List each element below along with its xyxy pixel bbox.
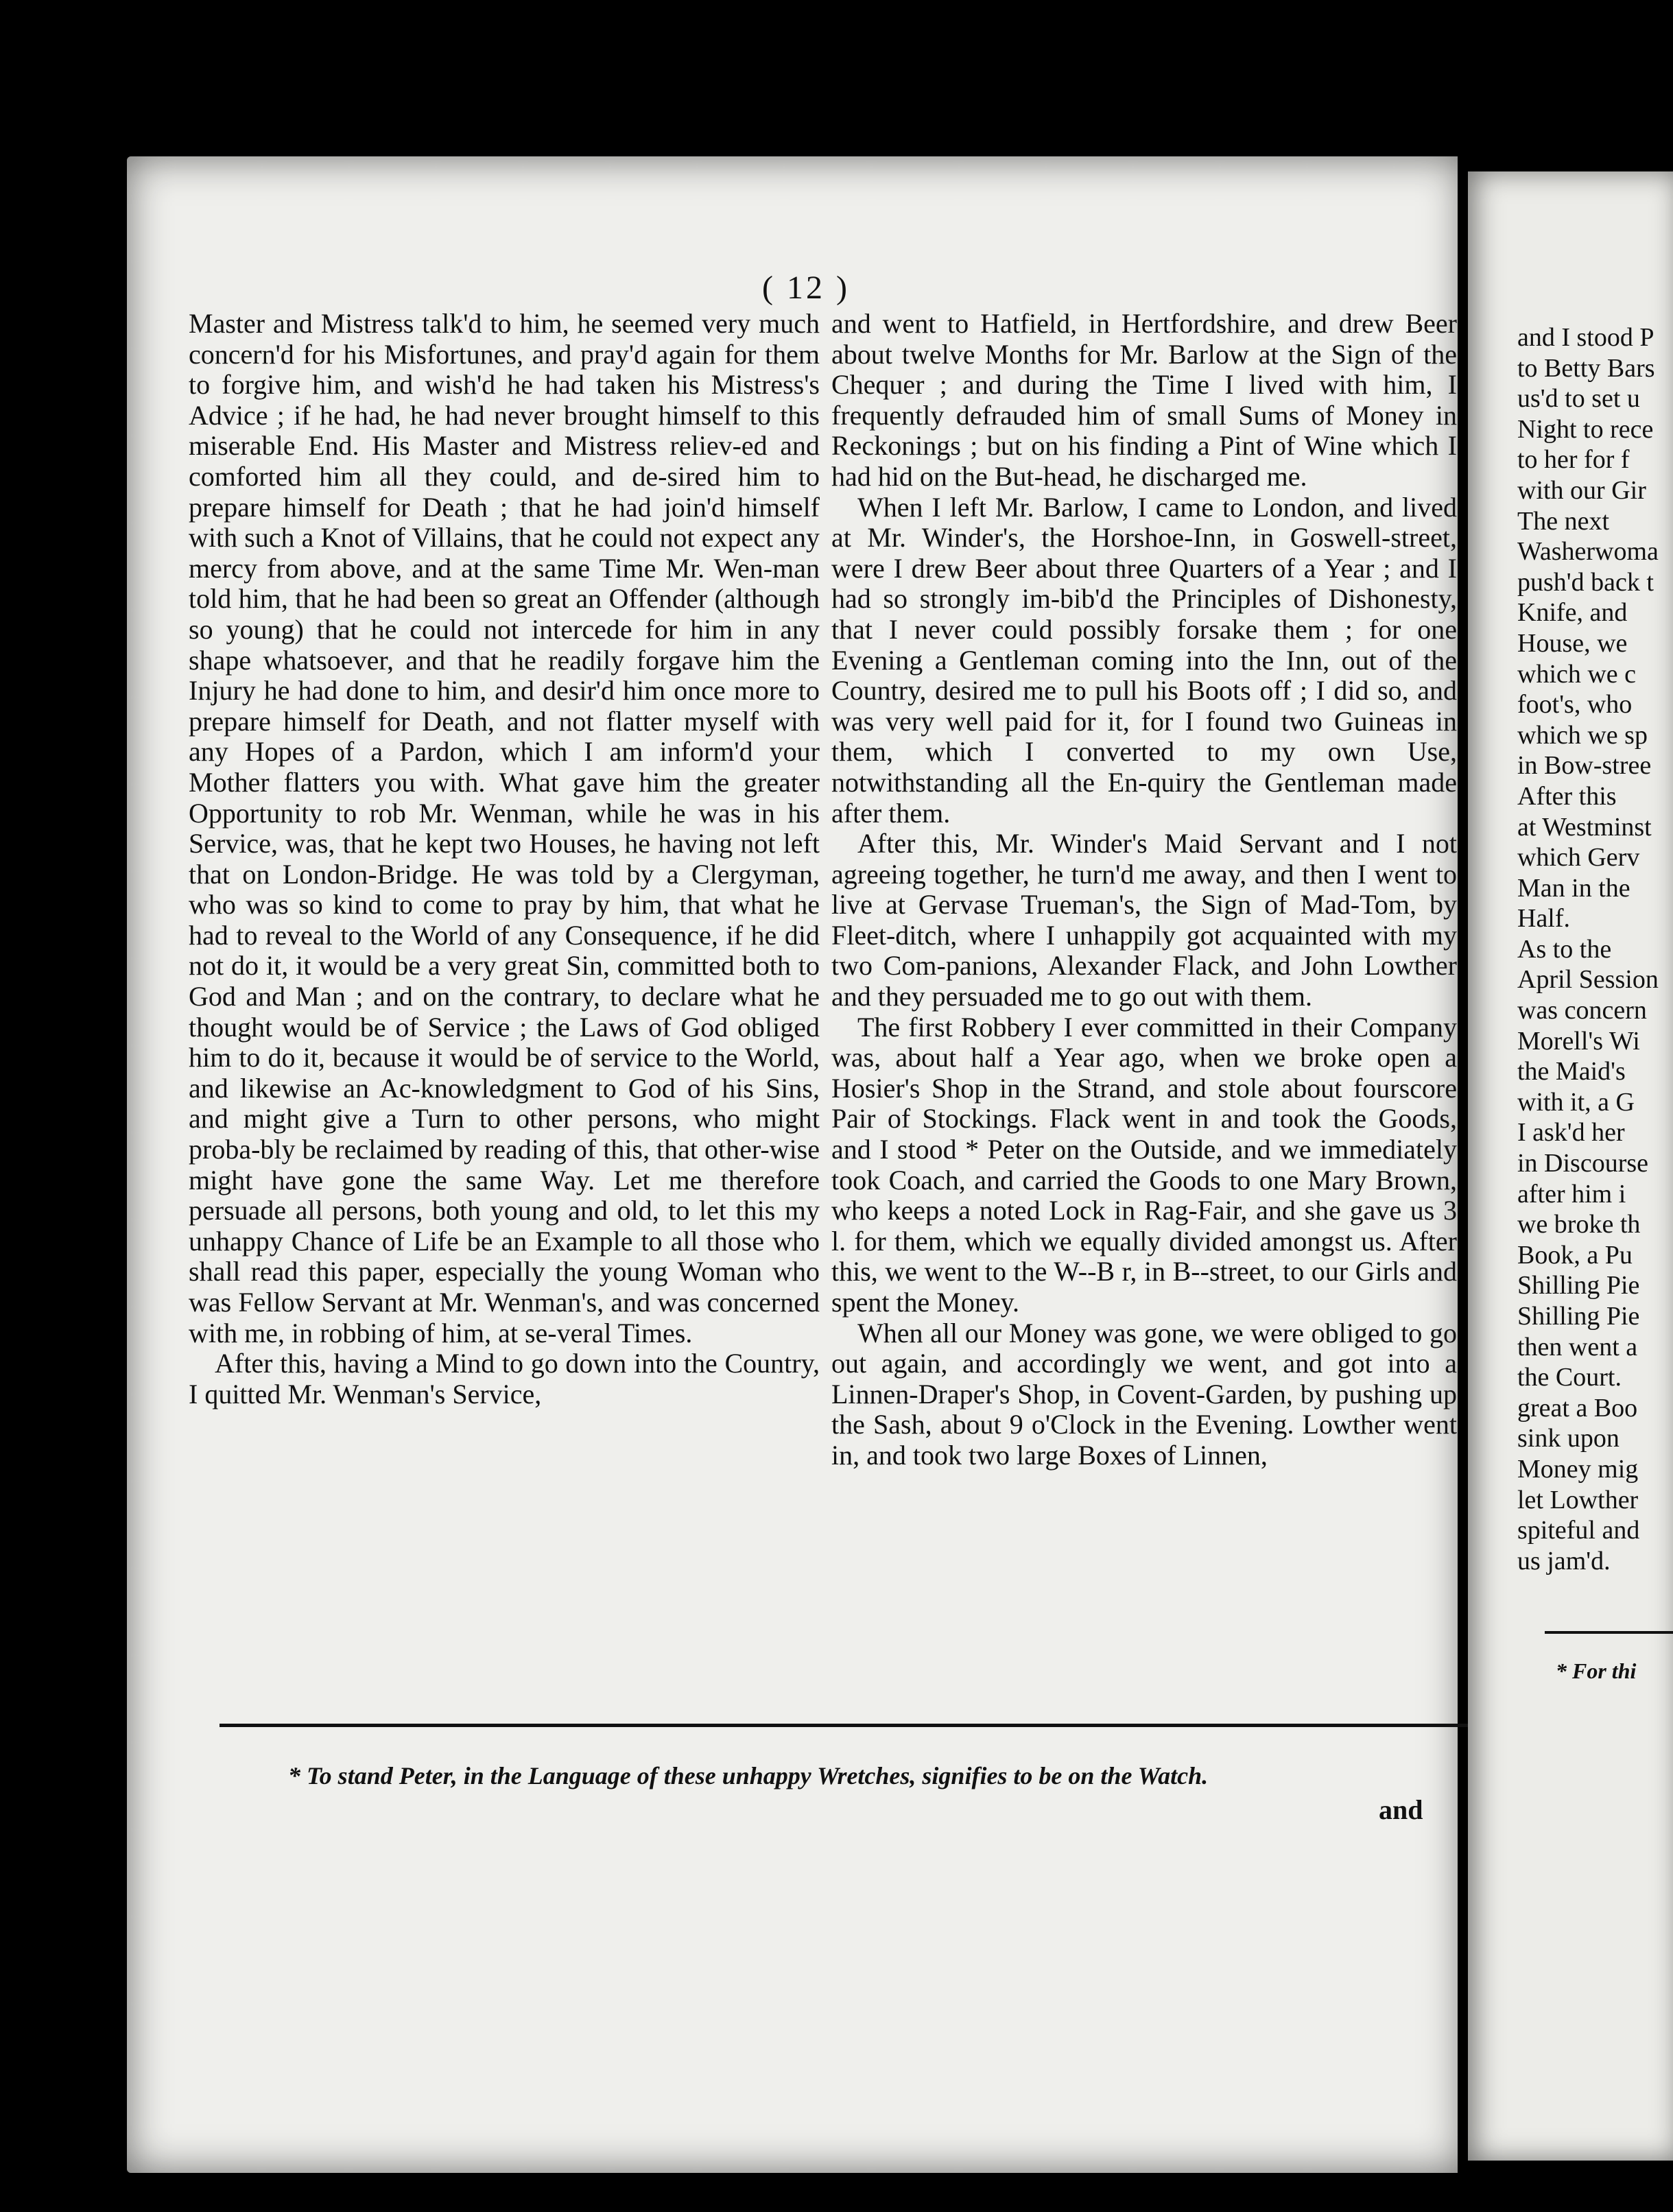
next-page-line: spiteful and: [1517, 1516, 1640, 1545]
next-page-line: which Gerv: [1517, 843, 1640, 872]
next-page-footnote-rule: [1545, 1631, 1673, 1634]
next-page-line: Man in the: [1517, 873, 1630, 903]
page-number: ( 12 ): [762, 270, 850, 306]
next-page-line: Shilling Pie: [1517, 1302, 1640, 1331]
next-page-line: push'd back t: [1517, 567, 1654, 597]
next-page-line: As to the: [1517, 934, 1612, 964]
paragraph: The first Robbery I ever committed in their Company was, about half a Year ago, when we broke open a Hosier's Shop in the Strand, and stole about fourscore Pair of Stockings. Flack went in and took the Goods, and I stood * Peter on the Outside, and we immediately took Coach, and carried the Goods to one Mary Brown, who keeps a noted Lock in Rag-Fair, and she gave us 3 l. for them, which we equally divided amongst us. After this, we went to the W--B r, in B--street, to our Girls and spent the Money.: [831, 1011, 1457, 1318]
next-page-line: in Discourse: [1517, 1149, 1649, 1178]
paragraph: When I left Mr. Barlow, I came to London, and lived at Mr. Winder's, the Horshoe-Inn, in Goswell-street, were I drew Beer about three Quarters of a Year ; and I had so strongly im-bib'd the Principles of Dishonesty, that I never could possibly forsake them ; for one Evening a Gentleman coming into the Inn, out of the Country, desired me to pull his Boots off ; I did so, and was very well paid for it, for I found two Guineas in them, which I converted to my own Use, notwithstanding all the En-quiry the Gentleman made after them.: [831, 491, 1457, 829]
paragraph: and went to Hatfield, in Hertfordshire, and drew Beer about twelve Months for Mr. Barlow at the Sign of the Chequer ; and during the Time I lived with him, I frequently defrauded him of small Sums of Money in Reckonings ; but on his finding a Pint of Wine which I had hid on the But-head, he discharged me.: [831, 308, 1457, 492]
next-page-line: foot's, who: [1517, 690, 1633, 720]
next-page-line: we broke th: [1517, 1210, 1641, 1239]
next-page-line: the Court.: [1517, 1363, 1622, 1392]
next-page-line: at Westminst: [1517, 812, 1652, 842]
next-page-footnote: * For thi: [1556, 1658, 1637, 1683]
next-page-line: April Session: [1517, 965, 1659, 995]
catchword: and: [1379, 1794, 1423, 1825]
next-page-line: great a Boo: [1517, 1393, 1638, 1423]
paragraph: After this, Mr. Winder's Maid Servant and I not agreeing together, he turn'd me away, and then I went to live at Gervase Trueman's, the Sign of Mad-Tom, by Fleet-ditch, where I unhappily got acquainted with my two Com-panions, Alexander Flack, and John Lowther and they persuaded me to go out with them.: [831, 828, 1457, 1012]
right-column: [831, 309, 1457, 1471]
next-page-text: [1517, 322, 1673, 1576]
next-page-line: was concern: [1517, 996, 1647, 1025]
next-page-line: and I stood P: [1517, 323, 1654, 352]
next-page-line: which we c: [1517, 659, 1637, 689]
next-page-line: House, we: [1517, 628, 1628, 658]
footnote-rule: [219, 1724, 1468, 1727]
next-page-line: sink upon: [1517, 1424, 1619, 1453]
next-page-line: I ask'd her: [1517, 1118, 1625, 1147]
next-page-line: Night to rece: [1517, 414, 1654, 444]
next-page-line: Washerwoma: [1517, 537, 1659, 567]
paragraph: Master and Mistress talk'd to him, he seemed very much concern'd for his Misfortunes, and pray'd again for them to forgive him, and wish'd he had taken his Mistress's Advice ; if he had, he had never brought himself to this miserable End. His Master and Mistress reliev-ed and comforted him all they could, and de-sired him to prepare himself for Death ; that he had join'd himself with such a Knot of Villains, that he could not expect any mercy from above, and at the same Time Mr. Wen-man told him, that he had been so great an Offender (although so young) that he could not intercede for him in any shape whatsoever, and that he readily forgave him the Injury he had done to him, and desir'd him once more to prepare himself for Death, and not flatter myself with any Hopes of a Pardon, which I am inform'd your Mother flatters you with. What gave him the greater Opportunity to rob Mr. Wenman, while he was in his Service, was, that he kept two Houses, he having not left that on London-Bridge. He was told by a Clergyman, who was so kind to come to pray by him, that what he had to reveal to the World of any Consequence, if he did not do it, it would be a very great Sin, committed both to God and Man ; and on the contrary, to declare what he thought would be of Service ; the Laws of God obliged him to do it, because it would be of service to the World, and likewise an Ac-knowledgment to God of his Sins, and might give a Turn to other persons, who might proba-bly be reclaimed by reading of this, that other-wise might have gone the same Way. Let me therefore persuade all persons, both young and old, to let this my unhappy Chance of Life be an Example to all those who shall read this paper, especially the young Woman who was Fellow Servant at Mr. Wenman's, and was concerned with me, in robbing of him, at se-veral Times.: [189, 308, 820, 1348]
next-page-line: with it, a G: [1517, 1087, 1635, 1117]
next-page-line: us jam'd.: [1517, 1546, 1611, 1575]
next-page-line: us'd to set u: [1517, 384, 1640, 414]
paragraph: When all our Money was gone, we were obliged to go out again, and accordingly we went, and got into a Linnen-Draper's Shop, in Covent-Garden, by pushing up the Sash, about 9 o'Clock in the Evening. Lowther went in, and took two large Boxes of Linnen,: [831, 1317, 1457, 1471]
next-page-line: Half.: [1517, 904, 1571, 933]
paragraph: After this, having a Mind to go down into the Country, I quitted Mr. Wenman's Service,: [189, 1348, 820, 1410]
next-page-line: in Bow-stree: [1517, 751, 1652, 781]
next-page-line: let Lowther: [1517, 1485, 1639, 1514]
left-column: [189, 309, 820, 1410]
next-page-line: Book, a Pu: [1517, 1240, 1633, 1270]
next-page-line: then went a: [1517, 1332, 1638, 1361]
next-page-line: Money mig: [1517, 1454, 1639, 1484]
next-page-line: the Maid's: [1517, 1057, 1626, 1086]
next-page-line: Knife, and: [1517, 598, 1628, 628]
next-page-line: which we sp: [1517, 720, 1648, 750]
next-page-line: to Betty Bars: [1517, 353, 1655, 383]
next-page-line: The next: [1517, 506, 1610, 536]
next-page-line: Morell's Wi: [1517, 1026, 1640, 1056]
footnote: * To stand Peter, in the Language of these unhappy Wretches, signifies to be on the Watch.: [288, 1762, 1209, 1789]
next-page-line: to her for f: [1517, 445, 1630, 475]
next-page-line: after him i: [1517, 1179, 1626, 1209]
next-page-line: with our Gir: [1517, 475, 1646, 505]
next-page-line: Shilling Pie: [1517, 1271, 1640, 1300]
next-page-line: After this: [1517, 781, 1617, 811]
